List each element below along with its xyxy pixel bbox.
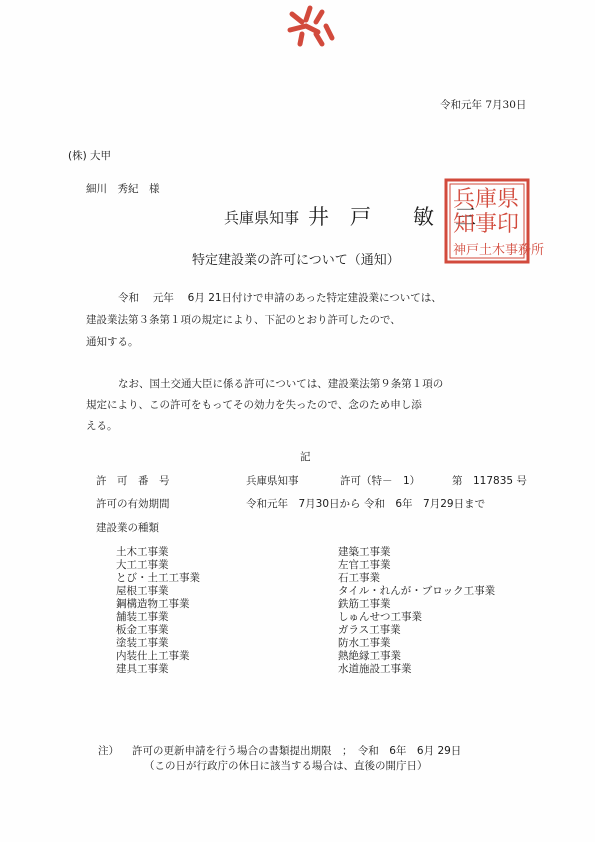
top-seal-icon [282, 4, 340, 46]
list-item: 建具工事業 [116, 663, 169, 675]
paragraph2-line1: なお、国土交通大臣に係る許可については、建設業法第９条第１項の [118, 378, 444, 390]
permit-number-value: 第 117835 号 [452, 475, 527, 487]
paragraph2-line2: 規定により、この許可をもってその効力を失ったので、念のため申し添 [86, 399, 422, 411]
permit-issuer: 兵庫県知事 [246, 475, 299, 487]
list-item: 塗装工事業 [116, 637, 169, 649]
paragraph1-line1: 令和 元年 6月 21日付けで申請のあった特定建設業については、 [118, 292, 442, 304]
svg-text:神戸土木事務所: 神戸土木事務所 [453, 243, 545, 258]
list-item: とび・土工工事業 [116, 572, 200, 584]
document-subject: 特定建設業の許可について（通知） [192, 253, 400, 268]
note-marker: 注） [98, 745, 119, 757]
official-seal-icon [444, 178, 545, 264]
list-item: 内装仕上工事業 [116, 650, 190, 662]
date: 令和元年 7月30日 [440, 99, 527, 111]
validity-label: 許可の有効期間 [96, 498, 170, 510]
note-line2: （この日が行政庁の休日に該当する場合は、直後の開庁日） [144, 760, 428, 772]
issuer-title: 兵庫県知事 [224, 209, 300, 227]
paragraph2-line3: える。 [86, 420, 118, 432]
list-item: 建築工事業 [338, 546, 391, 558]
list-item: 鋼構造物工事業 [116, 598, 190, 610]
paragraph1-line2: 建設業法第３条第１項の規定により、下記のとおり許可したので、 [86, 314, 401, 326]
issuer-name: 井 戸 敏 三 [308, 205, 476, 229]
recipient-name: 細川 秀紀 様 [86, 183, 160, 195]
validity-value: 令和元年 7月30日から 令和 6年 7月29日まで [246, 498, 486, 510]
list-item: 屋根工事業 [116, 585, 169, 597]
svg-text:知事印: 知事印 [453, 212, 520, 237]
list-item: 鉄筋工事業 [338, 598, 391, 610]
list-item: ガラス工事業 [338, 624, 401, 636]
svg-text:兵庫県: 兵庫県 [453, 187, 520, 212]
list-item: 舗装工事業 [116, 611, 169, 623]
list-item: 土木工事業 [116, 546, 169, 558]
permit-number-label: 許 可 番 号 [96, 475, 170, 487]
list-item: 大工工事業 [116, 559, 169, 571]
list-item: 防水工事業 [338, 637, 391, 649]
list-item: 石工事業 [338, 572, 380, 584]
paragraph1-line3: 通知する。 [86, 336, 139, 348]
work-types-label: 建設業の種類 [96, 522, 159, 534]
note-line1: 許可の更新申請を行う場合の書類提出期限 ； 令和 6年 6月 29日 [132, 745, 462, 757]
permit-kind: 許可（特－ 1） [340, 475, 421, 487]
list-item: しゅんせつ工事業 [338, 611, 422, 623]
list-item: 水道施設工事業 [338, 663, 412, 675]
work-types-right-list [338, 546, 495, 676]
company-name: (株) 大甲 [68, 150, 112, 162]
list-item: 板金工事業 [116, 624, 169, 636]
list-item: タイル・れんが・ブロック工事業 [338, 585, 496, 597]
list-item: 熱絶縁工事業 [338, 650, 401, 662]
work-types-left-list [116, 546, 200, 676]
list-item: 左官工事業 [338, 559, 391, 571]
ki-heading: 記 [300, 451, 311, 463]
